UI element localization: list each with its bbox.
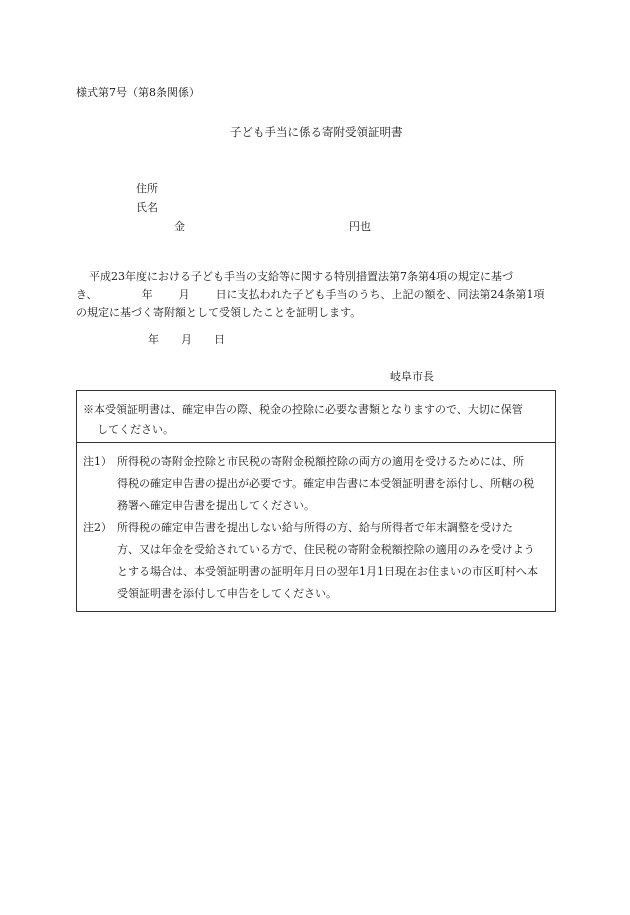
payment-month-label: 月 xyxy=(178,288,190,301)
certification-line-2 xyxy=(76,286,554,304)
issue-day-label: 日 xyxy=(214,333,225,346)
document-title: 子ども手当に係る寄附受領証明書 xyxy=(230,125,403,139)
note-1-line-2: 得税の確定申告書の提出が必要です。確定申告書に本受領証明書を添付し、所轄の税 xyxy=(117,477,535,490)
notice-line-1: ※本受領証明書は、確定申告の際、税金の控除に必要な書類となりますので、大切に保管 xyxy=(83,403,523,416)
issue-month-label: 月 xyxy=(181,333,192,346)
amount-prefix: 金 xyxy=(174,220,185,233)
certification-line-3: の規定に基づく寄附額として受領したことを証明します。 xyxy=(76,306,362,319)
note-2-line-3: とする場合は、本受領証明書の証明年月日の翌年1月1日現在お住まいの市区町村へ本 xyxy=(117,565,538,578)
notes-list xyxy=(77,451,555,605)
form-number: 様式第7号（第8条関係） xyxy=(76,86,200,99)
note-2-line-1 xyxy=(83,517,549,539)
certification-text xyxy=(76,268,554,322)
payment-year-label: 年 xyxy=(141,288,153,301)
issue-year-label: 年 xyxy=(148,333,159,346)
note-2-line-2: 方、又は年金を受給されている方で、住民税の寄附金税額控除の適用のみを受けよう xyxy=(117,543,535,556)
certification-line-2-end: 日に支払われた子ども手当のうち、上記の額を、同法第24条第1項 xyxy=(215,288,545,301)
note-2-mark: 注2） xyxy=(83,521,112,534)
note-1-line-3: 務署へ確定申告書を提出してください。 xyxy=(117,499,315,512)
certification-line-2-start: き、 xyxy=(76,288,98,301)
name-label: 氏名 xyxy=(136,201,158,214)
notice-line-2: してください。 xyxy=(97,423,174,436)
certification-line-1: 平成23年度における子ども手当の支給等に関する特別措置法第7条第4項の規定に基づ xyxy=(89,270,513,283)
amount-suffix: 円也 xyxy=(349,220,371,233)
note-2-text-1: 所得税の確定申告書を提出しない給与所得の方、給与所得者で年末調整を受けた xyxy=(117,521,513,534)
address-label: 住所 xyxy=(136,182,158,195)
issue-date xyxy=(148,331,225,347)
note-2-line-4: 受領証明書を添付して申告をしてください。 xyxy=(117,587,337,600)
notice-section xyxy=(77,391,555,443)
issuer-name: 岐阜市長 xyxy=(390,370,434,383)
notes-box xyxy=(76,390,556,612)
note-1-text-1: 所得税の寄附金控除と市民税の寄附金税額控除の両方の適用を受けるためには、所 xyxy=(117,455,524,468)
note-1-line-1 xyxy=(83,451,549,473)
note-1-mark: 注1） xyxy=(83,455,112,468)
